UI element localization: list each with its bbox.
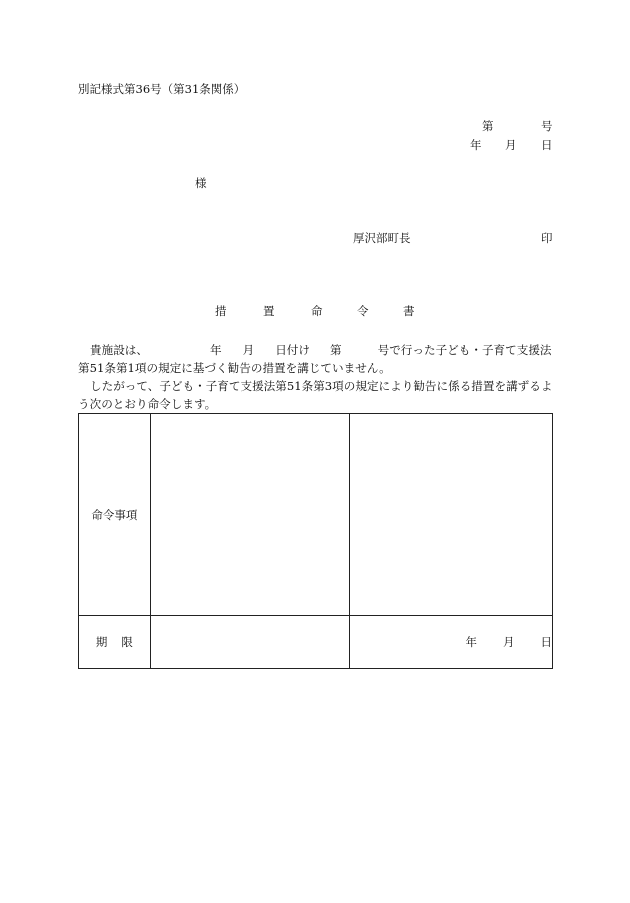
title-char-2: 置: [263, 304, 275, 318]
form-id: 別記様式第36号（第31条関係）: [78, 82, 246, 96]
paragraph-1: [78, 341, 552, 377]
number-suffix: 号: [541, 119, 553, 133]
paragraph-1-line-1: 貴施設は、 年 月 日付け 第 号で行った子ども・子育て支援法: [90, 343, 552, 357]
seal-mark: 印: [541, 231, 553, 245]
title-char-3: 命: [311, 304, 323, 318]
order-table: [78, 413, 553, 669]
paragraph-1-line-2: 第51条第1項の規定に基づく勧告の措置を講じていません。: [78, 361, 391, 375]
title-char-4: 令: [357, 304, 369, 318]
date-year: 年: [470, 138, 482, 152]
addressee-honorific: 様: [195, 176, 207, 190]
table-row-order-items: [79, 414, 553, 616]
issuer-name: 厚沢部町長: [353, 231, 411, 245]
date-month: 月: [505, 138, 517, 152]
order-items-cell-2[interactable]: [350, 414, 553, 616]
title-char-1: 措: [215, 304, 227, 318]
paragraph-2: [78, 377, 552, 413]
paragraph-2-line-2: う次のとおり命令します。: [78, 397, 217, 411]
paragraph-2-line-1: したがって、子ども・子育て支援法第51条第3項の規定により勧告に係る措置を講ずるよ: [90, 379, 553, 393]
date-day: 日: [541, 138, 553, 152]
deadline-year: 年: [465, 635, 477, 649]
deadline-date-cell[interactable]: [350, 616, 553, 669]
deadline-month: 月: [503, 635, 515, 649]
number-prefix: 第: [482, 119, 494, 133]
deadline-cell-blank[interactable]: [150, 616, 350, 669]
deadline-label: 期 限: [79, 616, 151, 669]
order-items-label: 命令事項: [79, 414, 151, 616]
table-row-deadline: [79, 616, 553, 669]
title-char-5: 書: [403, 304, 415, 318]
order-items-cell-1[interactable]: [150, 414, 350, 616]
deadline-day: 日: [540, 635, 552, 649]
